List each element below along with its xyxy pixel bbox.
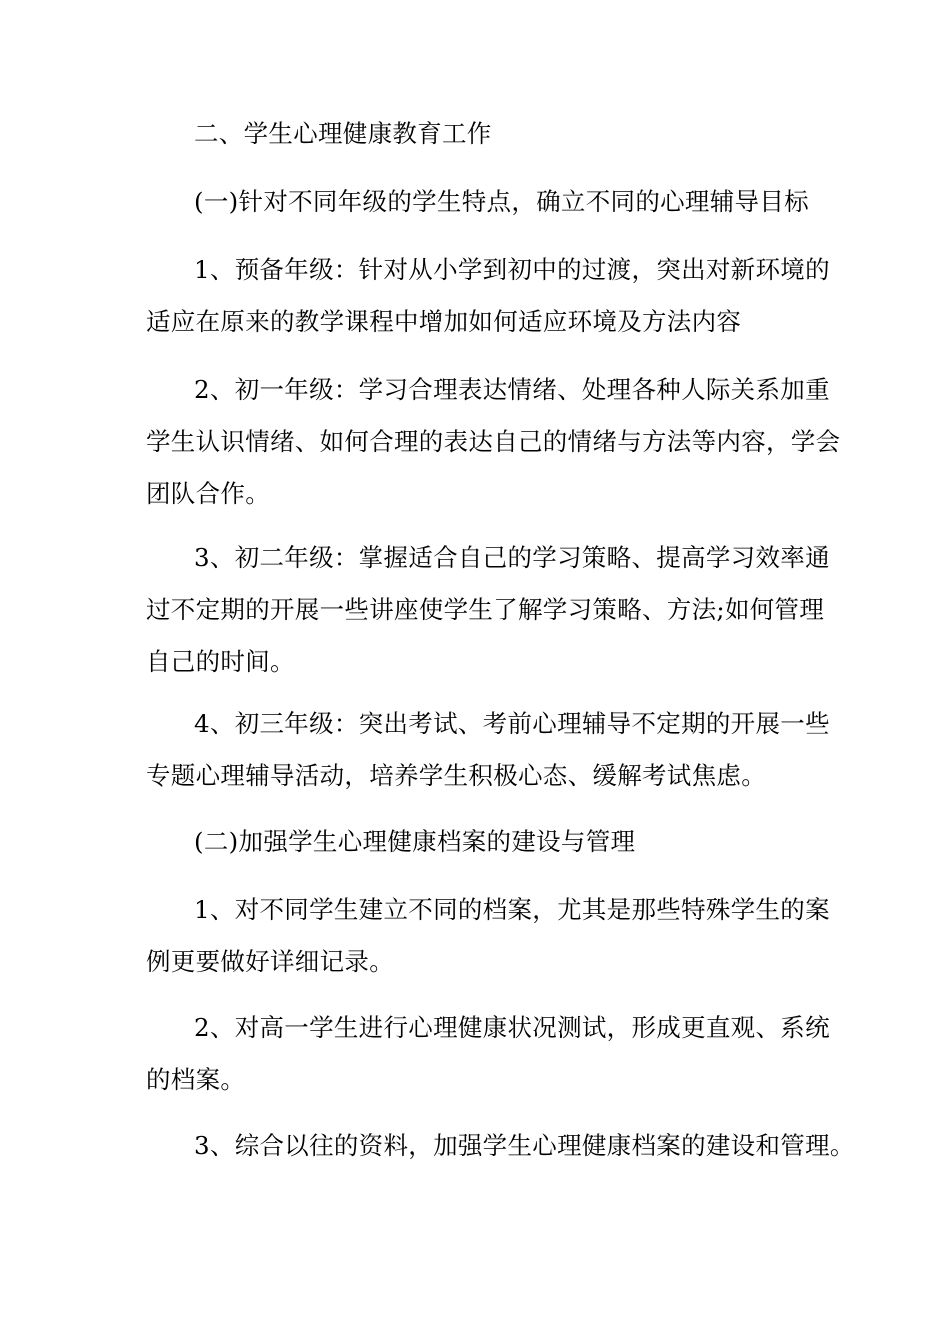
text-line: 适应在原来的教学课程中增加如何适应环境及方法内容 (146, 307, 742, 336)
paragraph-item-3 (146, 532, 830, 688)
text-line: 二、学生心理健康教育工作 (194, 119, 492, 148)
paragraph-item-1 (146, 244, 830, 348)
text-line: 1、对不同学生建立不同的档案，尤其是那些特殊学生的案 (194, 895, 830, 924)
section-heading (146, 108, 812, 160)
text-line: 4、初三年级：突出考试、考前心理辅导不定期的开展一些 (194, 709, 830, 738)
text-line: 学生认识情绪、如何合理的表达自己的情绪与方法等内容，学会 (146, 427, 841, 456)
text-line: (一)针对不同年级的学生特点，确立不同的心理辅导目标 (194, 187, 809, 216)
text-line: 3、综合以往的资料，加强学生心理健康档案的建设和管理。 (194, 1131, 855, 1160)
paragraph-archive-1 (146, 884, 830, 988)
text-line: 1、预备年级：针对从小学到初中的过渡，突出对新环境的 (194, 255, 830, 284)
paragraph-item-4 (146, 698, 830, 802)
text-line: 3、初二年级：掌握适合自己的学习策略、提高学习效率通 (194, 543, 830, 572)
text-line: 2、对高一学生进行心理健康状况测试，形成更直观、系统 (194, 1013, 830, 1042)
text-line: (二)加强学生心理健康档案的建设与管理 (194, 827, 636, 856)
text-line: 例更要做好详细记录。 (146, 947, 394, 976)
paragraph-item-2 (146, 364, 841, 520)
subsection-heading-2 (146, 816, 812, 868)
paragraph-archive-3 (146, 1120, 855, 1172)
subsection-heading-1 (146, 176, 812, 228)
text-line: 团队合作。 (146, 479, 270, 508)
text-line: 过不定期的开展一些讲座使学生了解学习策略、方法;如何管理 (146, 595, 825, 624)
text-line: 2、初一年级：学习合理表达情绪、处理各种人际关系加重 (194, 375, 830, 404)
paragraph-archive-2 (146, 1002, 830, 1106)
text-line: 自己的时间。 (146, 647, 295, 676)
text-line: 的档案。 (146, 1065, 246, 1094)
text-line: 专题心理辅导活动，培养学生积极心态、缓解考试焦虑。 (146, 761, 766, 790)
